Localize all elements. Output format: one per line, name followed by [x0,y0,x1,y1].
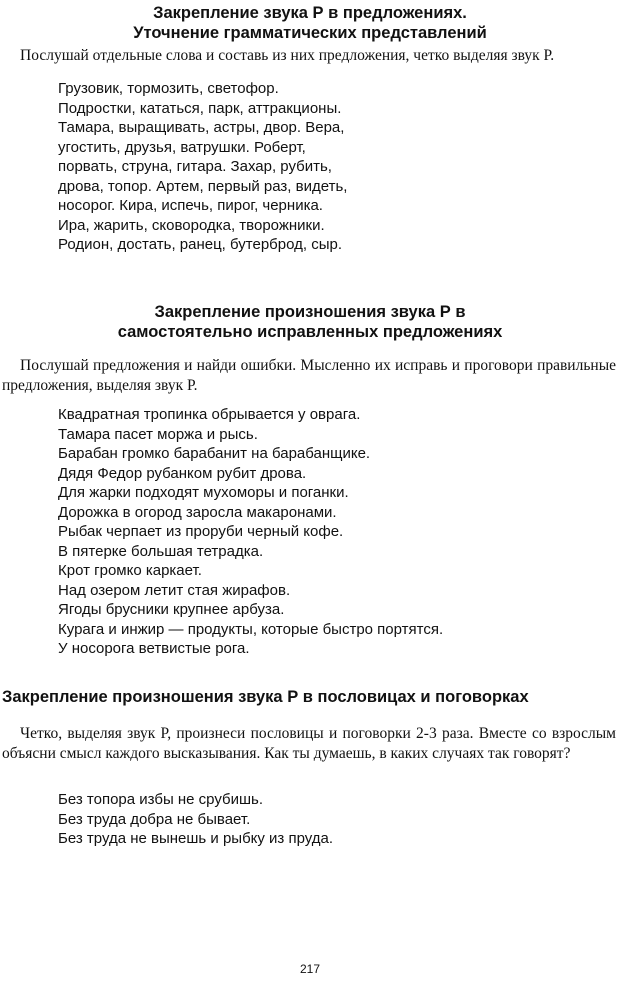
section3-instruction: Четко, выделяя звук Р, произнеси пословицы и поговорки 2-3 раза. Вместе со взрослым объясни смысл каждого высказывания. Как ты думаешь, в каких случаях так говорят? [2,725,616,762]
list-item: Ягоды брусники крупнее арбуза. [58,601,285,618]
list-item: Подростки, кататься, парк, аттракционы. [58,99,342,117]
section2-heading [0,302,620,342]
list-item: Грузовик, тормозить, светофор. [58,80,279,97]
list-item: Тамара, выращивать, астры, двор. Вера, [58,119,345,136]
list-item: носорог. Кира, испечь, пирог, черника. [58,197,323,214]
list-item: У носорога ветвистые рога. [58,640,250,657]
list-item: Курага и инжир — продукты, которые быстро портятся. [58,620,444,638]
list-item: Барабан громко барабанит на барабанщике. [58,445,371,462]
list-item: Дорожка в огород заросла макаронами. [58,503,337,521]
list-item: Над озером летит стая жирафов. [58,581,291,599]
list-item: угостить, друзья, ватрушки. Роберт, [58,138,306,156]
list-item: В пятерке большая тетрадка. [58,542,264,560]
section1-title-line2: Уточнение грамматических представлений [133,24,487,42]
section1-instruction: Послушай отдельные слова и составь из них предложения, четко выделяя звук Р. [20,47,555,64]
list-item: дрова, топор. Артем, первый раз, видеть, [58,177,348,195]
list-item: Ира, жарить, сковородка, творожники. [58,216,325,234]
section1-title-line1: Закрепление звука Р в предложениях. [153,4,467,22]
list-item: Рыбак черпает из проруби черный кофе. [58,523,344,540]
list-item: Дядя Федор рубанком рубит дрова. [58,464,307,482]
list-item: порвать, струна, гитара. Захар, рубить, [58,158,332,175]
list-item: Крот громко каркает. [58,562,202,579]
section2-title-line2: самостоятельно исправленных предложениях [117,323,503,341]
section1-heading [0,3,620,43]
list-item: Без топора избы не срубишь. [58,791,264,808]
list-item: Без труда добра не бывает. [58,810,251,828]
page-number: 217 [299,962,321,976]
section1-word-list [58,79,347,255]
list-item: Тамара пасет моржа и рысь. [58,425,258,443]
section2-title-line1: Закрепление произношения звука Р в [154,303,466,321]
list-item: Для жарки подходят мухоморы и поганки. [58,484,349,501]
section3-proverb-list [58,790,333,849]
section2-instruction: Послушай предложения и найди ошибки. Мысленно их исправь и проговори правильные предложения, выделяя звук Р. [2,357,616,394]
list-item: Родион, достать, ранец, бутерброд, сыр. [58,236,342,253]
section2-sentence-list [58,405,443,659]
list-item: Без труда не вынешь и рыбку из пруда. [58,830,334,847]
list-item: Квадратная тропинка обрывается у оврага. [58,406,361,423]
section3-title: Закрепление произношения звука Р в пословицах и поговорках [2,688,529,706]
